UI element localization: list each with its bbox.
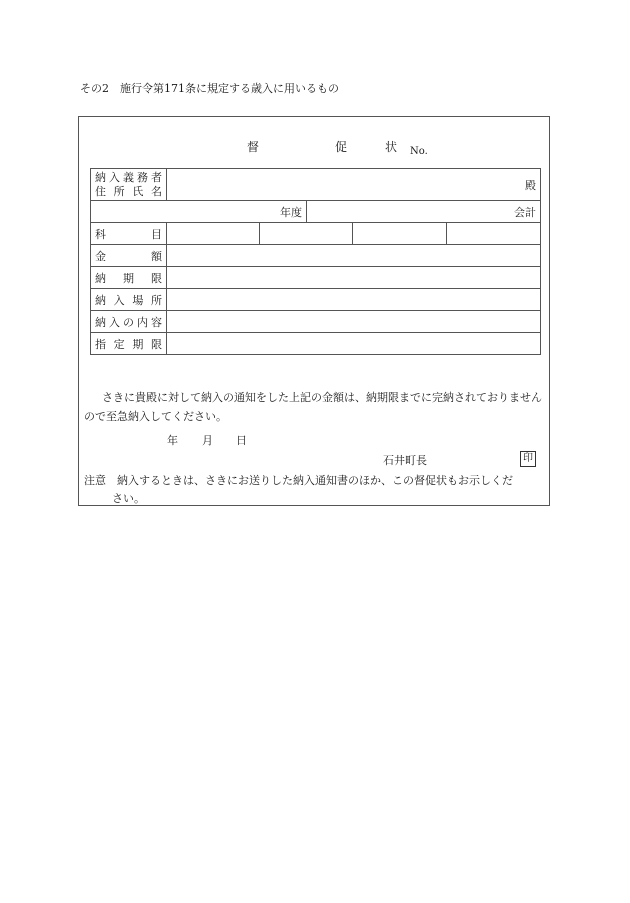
payer-label-line1: 納入義務者 [95, 171, 162, 184]
designated-deadline-label: 指定期限 [91, 333, 167, 355]
payment-content-label: 納入の内容 [91, 311, 167, 333]
due-date-label: 納期限 [91, 267, 167, 289]
payer-suffix: 殿 [525, 178, 536, 192]
note-text [84, 472, 548, 508]
account-cell [307, 201, 541, 223]
due-date-cell [167, 267, 541, 289]
issuer-name: 石井町長 [383, 454, 427, 467]
payment-place-cell [167, 289, 541, 311]
payment-place-label: 納入場所 [91, 289, 167, 311]
title-char-1: 督 [247, 140, 260, 154]
date-day: 日 [236, 434, 247, 447]
amount-cell [167, 245, 541, 267]
amount-row [91, 245, 541, 267]
subject-cell-4 [447, 223, 541, 245]
form-table [90, 168, 541, 355]
designated-deadline-cell [167, 333, 541, 355]
fiscal-row [91, 201, 541, 223]
payer-row [91, 169, 541, 201]
page-heading: その2 施行令第171条に規定する歳入に用いるもの [80, 82, 339, 95]
payer-label-line2: 住所氏名 [95, 185, 162, 198]
number-label: No. [410, 146, 428, 157]
body-text: さきに貴殿に対して納入の通知をした上記の金額は、納期限までに完納されておりませんので至急納入してください。 [84, 391, 542, 423]
amount-label: 金 額 [91, 245, 167, 267]
subject-cell-3 [353, 223, 447, 245]
payment-content-cell [167, 311, 541, 333]
account-label: 会計 [514, 205, 536, 219]
title-char-2: 促 [334, 140, 347, 154]
payment-content-row [91, 311, 541, 333]
subject-cell-1 [167, 223, 260, 245]
payer-label [91, 169, 167, 201]
designated-deadline-row [91, 333, 541, 355]
due-date-row [91, 267, 541, 289]
payer-value-cell [167, 169, 541, 201]
subject-row [91, 223, 541, 245]
form-title-underlined [247, 140, 397, 154]
payment-place-row [91, 289, 541, 311]
fiscal-year-cell [91, 201, 307, 223]
fiscal-year-label: 年度 [280, 205, 302, 219]
date-month: 月 [202, 434, 213, 447]
subject-label: 科 目 [91, 223, 167, 245]
note-line-2: さい。 [112, 492, 145, 505]
form-title [247, 138, 428, 157]
note-line-1: 注意 納入するときは、さきにお送りした納入通知書のほか、この督促状もお示しくだ [84, 474, 513, 487]
date-year: 年 [167, 434, 178, 447]
subject-cell-2 [260, 223, 353, 245]
title-char-3: 状 [384, 140, 397, 154]
seal-mark: 印 [520, 451, 536, 467]
